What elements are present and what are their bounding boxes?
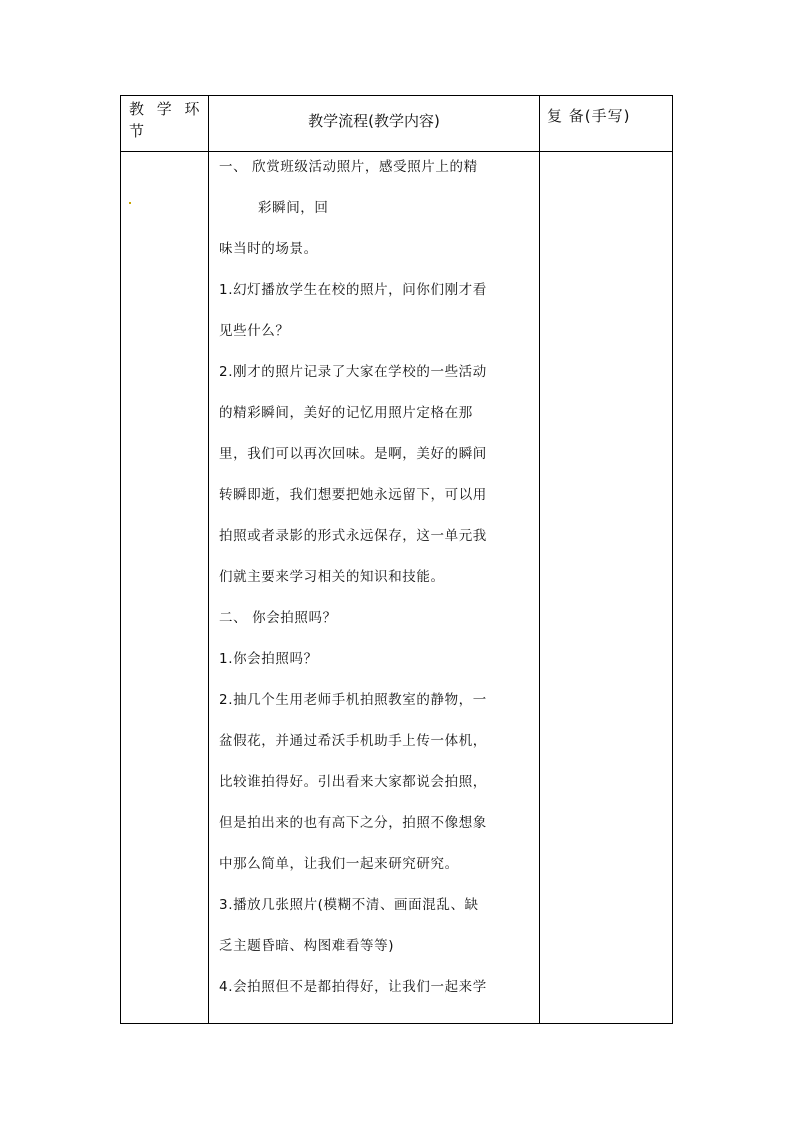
content-line: 中那么简单，让我们一起来研究研究。 bbox=[219, 856, 459, 872]
content-line: 比较谁拍得好。引出看来大家都说会拍照， bbox=[219, 774, 487, 790]
content-line: 里，我们可以再次回味。是啊，美好的瞬间 bbox=[219, 446, 487, 462]
column-divider bbox=[208, 96, 209, 1023]
header-review-notes: 复 备(手写) bbox=[547, 107, 631, 125]
content-line: 的精彩瞬间，美好的记忆用照片定格在那 bbox=[219, 405, 473, 421]
stray-mark bbox=[129, 202, 131, 204]
content-line: 转瞬即逝，我们想要把她永远留下，可以用 bbox=[219, 487, 487, 503]
content-line: 2.抽几个生用老师手机拍照教室的静物，一 bbox=[219, 692, 487, 708]
content-line: 盆假花，并通过希沃手机助手上传一体机， bbox=[219, 733, 487, 749]
content-line: 2.刚才的照片记录了大家在学校的一些活动 bbox=[219, 364, 487, 380]
content-line: 拍照或者录影的形式永远保存，这一单元我 bbox=[219, 528, 487, 544]
content-line: 见些什么？ bbox=[219, 323, 290, 339]
content-line: 1.你会拍照吗？ bbox=[219, 651, 318, 667]
header-teaching-stage: 教 学 环 节 bbox=[129, 100, 204, 140]
header-teaching-process: 教学流程(教学内容) bbox=[308, 112, 440, 130]
content-line: 但是拍出来的也有高下之分，拍照不像想象 bbox=[219, 815, 487, 831]
column-divider bbox=[539, 96, 540, 1023]
content-line: 乏主题昏暗、构图难看等等) bbox=[219, 938, 395, 954]
lesson-plan-table bbox=[120, 95, 673, 1024]
content-line: 一、 欣赏班级活动照片，感受照片上的精 bbox=[219, 159, 478, 175]
content-line: 4.会拍照但不是都拍得好，让我们一起来学 bbox=[219, 979, 487, 995]
teaching-content bbox=[219, 155, 519, 1016]
header-divider bbox=[121, 151, 672, 152]
content-line: 1.幻灯播放学生在校的照片，问你们刚才看 bbox=[219, 282, 487, 298]
content-line: 3.播放几张照片(模糊不清、画面混乱、缺 bbox=[219, 897, 479, 913]
content-line: 彩瞬间，回 bbox=[258, 200, 329, 216]
content-line: 二、 你会拍照吗？ bbox=[219, 610, 337, 626]
content-line: 们就主要来学习相关的知识和技能。 bbox=[219, 569, 445, 585]
content-line: 味当时的场景。 bbox=[219, 241, 318, 257]
